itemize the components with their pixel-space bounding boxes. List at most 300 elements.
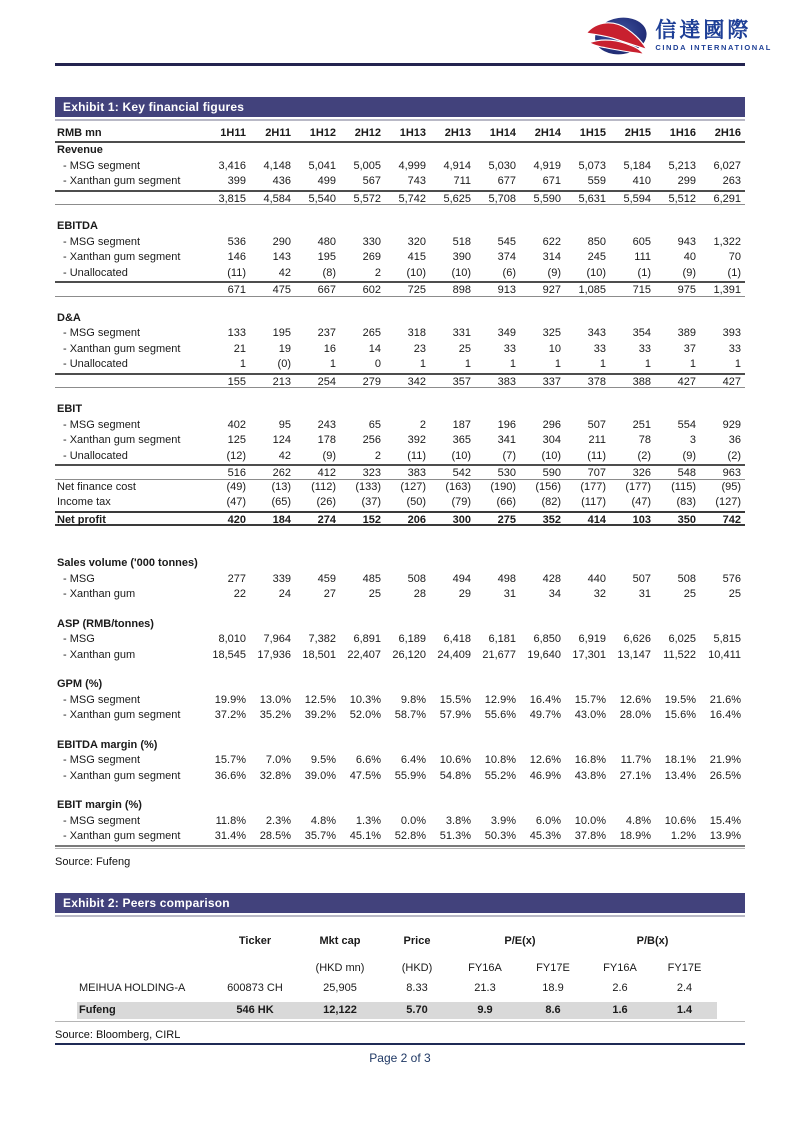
row-value: 1,391 bbox=[713, 284, 741, 296]
row-value: 6,025 bbox=[668, 633, 696, 645]
row-value: 279 bbox=[362, 375, 381, 388]
row-value: (9) bbox=[682, 449, 696, 462]
row-value: (1) bbox=[637, 266, 651, 279]
row-label: - Xanthan gum segment bbox=[63, 830, 181, 842]
row-value: 5,625 bbox=[443, 192, 471, 205]
row-value: 300 bbox=[452, 513, 471, 526]
row-value: 399 bbox=[227, 175, 246, 187]
row-value: 21.6% bbox=[709, 693, 741, 706]
row-value: 4.8% bbox=[625, 814, 651, 827]
row-value: 51.3% bbox=[439, 830, 471, 842]
row-value: 2 bbox=[374, 266, 381, 279]
row-value: 6,189 bbox=[398, 633, 426, 645]
row-value: 37.8% bbox=[574, 830, 606, 842]
row-value: 2.3% bbox=[265, 814, 291, 827]
row-value: 459 bbox=[317, 572, 336, 585]
row-value: 17,301 bbox=[572, 648, 606, 661]
row-value: 516 bbox=[227, 467, 246, 479]
peer-pb17: 2.4 bbox=[676, 982, 693, 994]
row-label: - MSG segment bbox=[63, 754, 141, 766]
row-value: 5,213 bbox=[668, 159, 696, 172]
row-value: (82) bbox=[541, 496, 561, 508]
row-value: 365 bbox=[452, 434, 471, 446]
row-value: 52.8% bbox=[394, 830, 426, 842]
row-value: 1.3% bbox=[355, 814, 381, 827]
row-value: 55.2% bbox=[484, 769, 516, 782]
row-value: 3.9% bbox=[490, 814, 516, 827]
peer-price: 8.33 bbox=[406, 982, 428, 994]
row-label: Income tax bbox=[57, 496, 111, 508]
table-row bbox=[55, 632, 745, 648]
row-value: 929 bbox=[722, 418, 741, 431]
row-value: 898 bbox=[452, 284, 471, 296]
peer-name: Fufeng bbox=[79, 1004, 116, 1016]
row-value: 6.0% bbox=[535, 814, 561, 827]
row-value: 6,418 bbox=[443, 633, 471, 645]
row-value: 715 bbox=[632, 284, 651, 296]
exhibit-2-title: Exhibit 2: Peers comparison bbox=[63, 896, 230, 910]
pb-header: P/B(x) bbox=[636, 935, 669, 947]
row-value: 25 bbox=[683, 588, 696, 600]
row-value: 5,540 bbox=[308, 192, 336, 205]
table-row bbox=[55, 311, 745, 327]
row-value: (26) bbox=[316, 496, 336, 508]
row-value: (10) bbox=[406, 266, 426, 279]
row-label: Net profit bbox=[57, 513, 106, 526]
row-value: 33 bbox=[593, 342, 606, 355]
row-value: 125 bbox=[227, 434, 246, 446]
table-bottom-rule bbox=[55, 845, 745, 849]
row-value: 542 bbox=[452, 467, 471, 479]
row-value: (2) bbox=[727, 449, 741, 462]
row-value: 5,073 bbox=[578, 159, 606, 172]
row-value: 33 bbox=[638, 342, 651, 355]
exhibit-1-title-bar bbox=[55, 97, 745, 117]
row-value: 16.4% bbox=[709, 709, 741, 721]
row-value: 4,999 bbox=[398, 159, 426, 172]
peer-pb16: 2.6 bbox=[612, 982, 628, 994]
row-value: 6,027 bbox=[713, 159, 741, 172]
row-value: 1 bbox=[689, 358, 696, 370]
period-header: 2H13 bbox=[444, 127, 471, 139]
row-value: 7,382 bbox=[308, 633, 336, 645]
row-value: 195 bbox=[272, 327, 291, 339]
exhibit-1-title-underline bbox=[55, 119, 745, 123]
row-value: 415 bbox=[407, 251, 426, 263]
row-value: 605 bbox=[632, 235, 651, 248]
row-value: 111 bbox=[634, 251, 651, 263]
mktcap-unit: (HKD mn) bbox=[315, 961, 365, 974]
table-row bbox=[55, 724, 745, 738]
unit-label: RMB mn bbox=[57, 127, 102, 139]
row-value: 299 bbox=[677, 175, 696, 187]
row-value: 21.9% bbox=[709, 754, 741, 766]
row-value: 576 bbox=[722, 572, 741, 585]
row-value: 0 bbox=[374, 358, 381, 370]
row-label: - MSG segment bbox=[63, 814, 141, 827]
row-value: 274 bbox=[317, 513, 336, 526]
row-value: 12.6% bbox=[619, 693, 651, 706]
row-value: 152 bbox=[362, 513, 381, 526]
row-value: 427 bbox=[722, 375, 741, 388]
row-value: 13.0% bbox=[259, 693, 291, 706]
row-value: 3,416 bbox=[218, 159, 246, 172]
row-value: (12) bbox=[226, 449, 246, 462]
row-value: 1 bbox=[419, 358, 426, 370]
row-value: 2 bbox=[374, 449, 381, 462]
row-value: 7,964 bbox=[263, 633, 291, 645]
row-value: 11.8% bbox=[215, 814, 246, 827]
row-value: 388 bbox=[632, 375, 651, 388]
logo-wordmark bbox=[655, 19, 772, 53]
row-value: 25 bbox=[368, 588, 381, 600]
row-value: 256 bbox=[362, 434, 381, 446]
row-value: 103 bbox=[632, 513, 651, 526]
row-value: 5,631 bbox=[578, 192, 606, 205]
row-value: 27.1% bbox=[619, 769, 651, 782]
row-value: 5,005 bbox=[353, 159, 381, 172]
row-value: 47.5% bbox=[349, 769, 381, 782]
row-value: 24 bbox=[278, 588, 291, 600]
row-value: 70 bbox=[728, 251, 741, 263]
key-financials-table bbox=[55, 125, 745, 849]
row-value: 42 bbox=[278, 449, 291, 462]
row-value: 275 bbox=[497, 513, 516, 526]
row-value: 913 bbox=[497, 284, 516, 296]
row-value: 414 bbox=[587, 513, 606, 526]
row-value: 14 bbox=[368, 342, 381, 355]
header-rule bbox=[55, 63, 745, 66]
row-value: 52.0% bbox=[349, 709, 381, 721]
row-value: (11) bbox=[227, 266, 246, 279]
row-value: 9.8% bbox=[400, 693, 426, 706]
row-value: 27 bbox=[323, 588, 336, 600]
row-value: 19.9% bbox=[214, 693, 246, 706]
row-value: (47) bbox=[631, 496, 651, 508]
row-value: 318 bbox=[407, 327, 426, 339]
row-value: (10) bbox=[586, 266, 606, 279]
row-label: - MSG segment bbox=[63, 235, 141, 248]
row-value: 12.9% bbox=[484, 693, 516, 706]
row-value: 16 bbox=[323, 342, 336, 355]
row-value: 36.6% bbox=[214, 769, 246, 782]
row-value: 19 bbox=[278, 342, 291, 355]
row-value: 32.8% bbox=[259, 769, 291, 782]
row-value: 11,522 bbox=[663, 648, 696, 661]
row-value: 22,407 bbox=[347, 648, 381, 661]
row-value: 342 bbox=[407, 375, 426, 388]
row-value: 402 bbox=[227, 418, 246, 431]
row-value: 1 bbox=[734, 358, 741, 370]
cinda-logo-icon bbox=[585, 13, 649, 59]
row-value: 1 bbox=[599, 358, 606, 370]
row-label: - Xanthan gum segment bbox=[63, 342, 181, 355]
table-row bbox=[55, 798, 745, 814]
row-value: (37) bbox=[361, 496, 381, 508]
row-value: 34 bbox=[548, 588, 561, 600]
row-value: 1 bbox=[554, 358, 561, 370]
row-value: 155 bbox=[227, 375, 246, 388]
row-value: 1,085 bbox=[578, 284, 606, 296]
period-header: 2H14 bbox=[534, 127, 561, 139]
row-label: - MSG bbox=[63, 572, 95, 585]
row-value: 357 bbox=[452, 375, 471, 388]
row-value: (9) bbox=[682, 266, 696, 279]
row-value: (10) bbox=[451, 266, 471, 279]
row-value: 850 bbox=[587, 235, 606, 248]
period-header: 1H11 bbox=[220, 127, 246, 139]
row-value: (190) bbox=[490, 480, 516, 493]
peers-header-row bbox=[77, 933, 717, 949]
table-row bbox=[55, 342, 745, 358]
row-value: 16.4% bbox=[529, 693, 561, 706]
row-label: EBITDA margin (%) bbox=[57, 738, 158, 751]
row-value: 0.0% bbox=[400, 814, 426, 827]
row-value: 18.9% bbox=[619, 830, 651, 842]
row-value: 21,677 bbox=[482, 648, 516, 661]
table-row bbox=[55, 829, 745, 845]
row-value: 26.5% bbox=[709, 769, 741, 782]
row-value: 13.9% bbox=[709, 830, 741, 842]
row-value: 245 bbox=[587, 251, 606, 263]
row-value: 78 bbox=[638, 434, 651, 446]
table-row bbox=[55, 556, 745, 572]
row-value: 350 bbox=[677, 513, 696, 526]
row-value: 15.7% bbox=[574, 693, 606, 706]
row-value: 554 bbox=[677, 418, 696, 431]
row-value: 410 bbox=[632, 175, 651, 187]
period-header: 2H15 bbox=[624, 127, 651, 139]
row-value: 393 bbox=[722, 327, 741, 339]
row-value: 35.7% bbox=[304, 830, 336, 842]
row-value: 10 bbox=[548, 342, 561, 355]
row-value: 25 bbox=[458, 342, 471, 355]
row-value: 26,120 bbox=[392, 648, 426, 661]
row-value: 4,919 bbox=[533, 159, 561, 172]
row-value: 254 bbox=[317, 375, 336, 388]
row-value: 5,030 bbox=[488, 159, 516, 172]
row-value: 16.8% bbox=[574, 754, 606, 766]
row-value: 390 bbox=[452, 251, 471, 263]
row-value: (66) bbox=[496, 496, 516, 508]
period-header: 1H14 bbox=[489, 127, 516, 139]
table-row bbox=[55, 266, 745, 282]
row-label: - Xanthan gum segment bbox=[63, 434, 181, 446]
table-row bbox=[55, 784, 745, 798]
row-label: - MSG segment bbox=[63, 693, 141, 706]
table-row bbox=[55, 235, 745, 251]
row-value: 6,850 bbox=[533, 633, 561, 645]
peers-table-body bbox=[77, 980, 717, 1019]
row-value: 378 bbox=[587, 375, 606, 388]
table-row bbox=[55, 159, 745, 175]
row-value: 1.2% bbox=[670, 830, 696, 842]
peer-name: MEIHUA HOLDING-A bbox=[79, 982, 186, 994]
row-value: 262 bbox=[272, 467, 291, 479]
row-value: 42 bbox=[278, 266, 291, 279]
row-value: (7) bbox=[502, 449, 516, 462]
table-row bbox=[55, 174, 745, 190]
row-value: 211 bbox=[588, 434, 606, 446]
row-value: (0) bbox=[277, 358, 291, 370]
row-value: 19.5% bbox=[664, 693, 696, 706]
row-value: 33 bbox=[728, 342, 741, 355]
exhibit-1-source: Source: Fufeng bbox=[55, 855, 131, 868]
row-value: 323 bbox=[362, 467, 381, 479]
table-row bbox=[55, 281, 745, 297]
row-value: 4.8% bbox=[310, 814, 336, 827]
table-row bbox=[55, 814, 745, 830]
row-value: 296 bbox=[542, 418, 561, 431]
row-label: Revenue bbox=[57, 144, 103, 156]
row-value: (49) bbox=[226, 480, 246, 493]
row-value: 23 bbox=[413, 342, 426, 355]
ticker-header: Ticker bbox=[238, 935, 272, 947]
row-value: 622 bbox=[542, 235, 561, 248]
row-label: EBIT margin (%) bbox=[57, 799, 142, 811]
row-value: 237 bbox=[317, 327, 336, 339]
page-number: Page 2 of 3 bbox=[369, 1051, 431, 1065]
row-value: 927 bbox=[542, 284, 561, 296]
row-label: ASP (RMB/tonnes) bbox=[57, 617, 154, 630]
table-row bbox=[55, 738, 745, 754]
row-value: 31 bbox=[638, 588, 651, 600]
table-row bbox=[55, 388, 745, 402]
row-value: 15.7% bbox=[214, 754, 246, 766]
row-value: 33 bbox=[503, 342, 516, 355]
row-value: 50.3% bbox=[484, 830, 516, 842]
mktcap-header: Mkt cap bbox=[319, 935, 361, 947]
row-value: 707 bbox=[587, 467, 606, 479]
row-value: 15.6% bbox=[664, 709, 696, 721]
peer-pb16: 1.6 bbox=[612, 1004, 628, 1016]
row-value: 1,322 bbox=[713, 235, 741, 248]
row-value: 383 bbox=[407, 467, 426, 479]
peer-mktcap: 25,905 bbox=[323, 982, 357, 994]
row-value: 392 bbox=[407, 434, 426, 446]
row-value: 15.4% bbox=[709, 814, 741, 827]
row-value: 9.5% bbox=[310, 754, 336, 766]
row-value: 507 bbox=[587, 418, 606, 431]
row-value: 545 bbox=[497, 235, 516, 248]
table-row bbox=[55, 480, 745, 496]
row-value: 530 bbox=[497, 467, 516, 479]
row-value: 5,708 bbox=[488, 192, 516, 205]
row-value: (6) bbox=[502, 266, 516, 279]
row-value: 58.7% bbox=[394, 709, 426, 721]
row-value: 6.4% bbox=[400, 754, 426, 766]
row-value: 269 bbox=[362, 251, 381, 263]
table-body bbox=[55, 143, 745, 845]
row-value: (11) bbox=[587, 449, 606, 462]
row-value: 4,914 bbox=[443, 159, 471, 172]
row-value: 590 bbox=[542, 467, 561, 479]
table-row bbox=[55, 587, 745, 603]
row-value: 6.6% bbox=[355, 754, 381, 766]
row-value: 95 bbox=[278, 418, 291, 431]
row-value: (127) bbox=[715, 496, 741, 508]
row-value: 440 bbox=[587, 572, 606, 585]
row-value: 536 bbox=[227, 235, 246, 248]
row-value: 196 bbox=[497, 418, 516, 431]
row-label: - MSG segment bbox=[63, 327, 141, 339]
peer-pe16: 9.9 bbox=[477, 1004, 493, 1016]
row-value: 743 bbox=[407, 175, 426, 187]
row-value: 677 bbox=[497, 175, 516, 187]
row-value: (133) bbox=[355, 480, 381, 493]
row-value: 742 bbox=[722, 513, 741, 526]
table-row bbox=[55, 402, 745, 418]
table-row bbox=[55, 418, 745, 434]
row-value: 43.8% bbox=[574, 769, 606, 782]
pe-fy17e-header: FY17E bbox=[536, 961, 570, 974]
peer-price: 5.70 bbox=[406, 1004, 428, 1016]
row-value: 475 bbox=[272, 284, 291, 296]
row-value: 518 bbox=[452, 235, 471, 248]
table-row bbox=[55, 373, 745, 389]
row-value: (2) bbox=[637, 449, 651, 462]
row-label: - Xanthan gum segment bbox=[63, 709, 181, 721]
row-label: - Unallocated bbox=[63, 358, 128, 370]
row-value: 265 bbox=[362, 327, 381, 339]
row-value: 6,291 bbox=[713, 192, 741, 205]
row-value: (115) bbox=[671, 480, 696, 493]
row-label: - Xanthan gum segment bbox=[63, 175, 181, 187]
row-value: 146 bbox=[227, 251, 246, 263]
period-header: 1H16 bbox=[669, 127, 696, 139]
row-value: 343 bbox=[587, 327, 606, 339]
row-value: 206 bbox=[407, 513, 426, 526]
row-value: (47) bbox=[226, 496, 246, 508]
row-value: 1 bbox=[644, 358, 651, 370]
row-value: (9) bbox=[547, 266, 561, 279]
table-row bbox=[55, 449, 745, 465]
row-value: (83) bbox=[676, 496, 696, 508]
row-label: - MSG segment bbox=[63, 418, 141, 431]
table-row bbox=[55, 603, 745, 617]
peer-ticker: 546 HK bbox=[236, 1004, 274, 1016]
row-value: 43.0% bbox=[574, 709, 606, 721]
pb-fy17e-header: FY17E bbox=[667, 961, 702, 974]
exhibit-2-title-underline bbox=[55, 915, 745, 919]
logo-chinese-name: 信達國際 bbox=[655, 19, 752, 42]
row-value: 6,626 bbox=[623, 633, 651, 645]
row-value: 65 bbox=[368, 418, 381, 431]
row-label: - Xanthan gum bbox=[63, 648, 136, 661]
row-value: 15.5% bbox=[439, 693, 471, 706]
row-value: 28.0% bbox=[619, 709, 651, 721]
row-value: 389 bbox=[677, 327, 696, 339]
pb-fy16a-header: FY16A bbox=[603, 961, 637, 974]
table-row bbox=[55, 677, 745, 693]
row-value: 1 bbox=[464, 358, 471, 370]
period-header: 2H16 bbox=[714, 127, 741, 139]
row-value: 54.8% bbox=[439, 769, 471, 782]
exhibit-1 bbox=[55, 97, 745, 868]
row-value: 325 bbox=[542, 327, 561, 339]
row-value: 11.7% bbox=[620, 754, 651, 766]
row-value: 508 bbox=[677, 572, 696, 585]
row-value: (9) bbox=[322, 449, 336, 462]
row-value: 10.6% bbox=[664, 814, 696, 827]
peer-row bbox=[77, 1002, 717, 1019]
row-value: 671 bbox=[227, 284, 246, 296]
peers-subheader-row bbox=[77, 960, 717, 975]
table-row bbox=[55, 753, 745, 769]
peer-pe17: 18.9 bbox=[542, 982, 564, 994]
exhibit-2-source: Source: Bloomberg, CIRL bbox=[55, 1029, 181, 1041]
row-value: 507 bbox=[632, 572, 651, 585]
